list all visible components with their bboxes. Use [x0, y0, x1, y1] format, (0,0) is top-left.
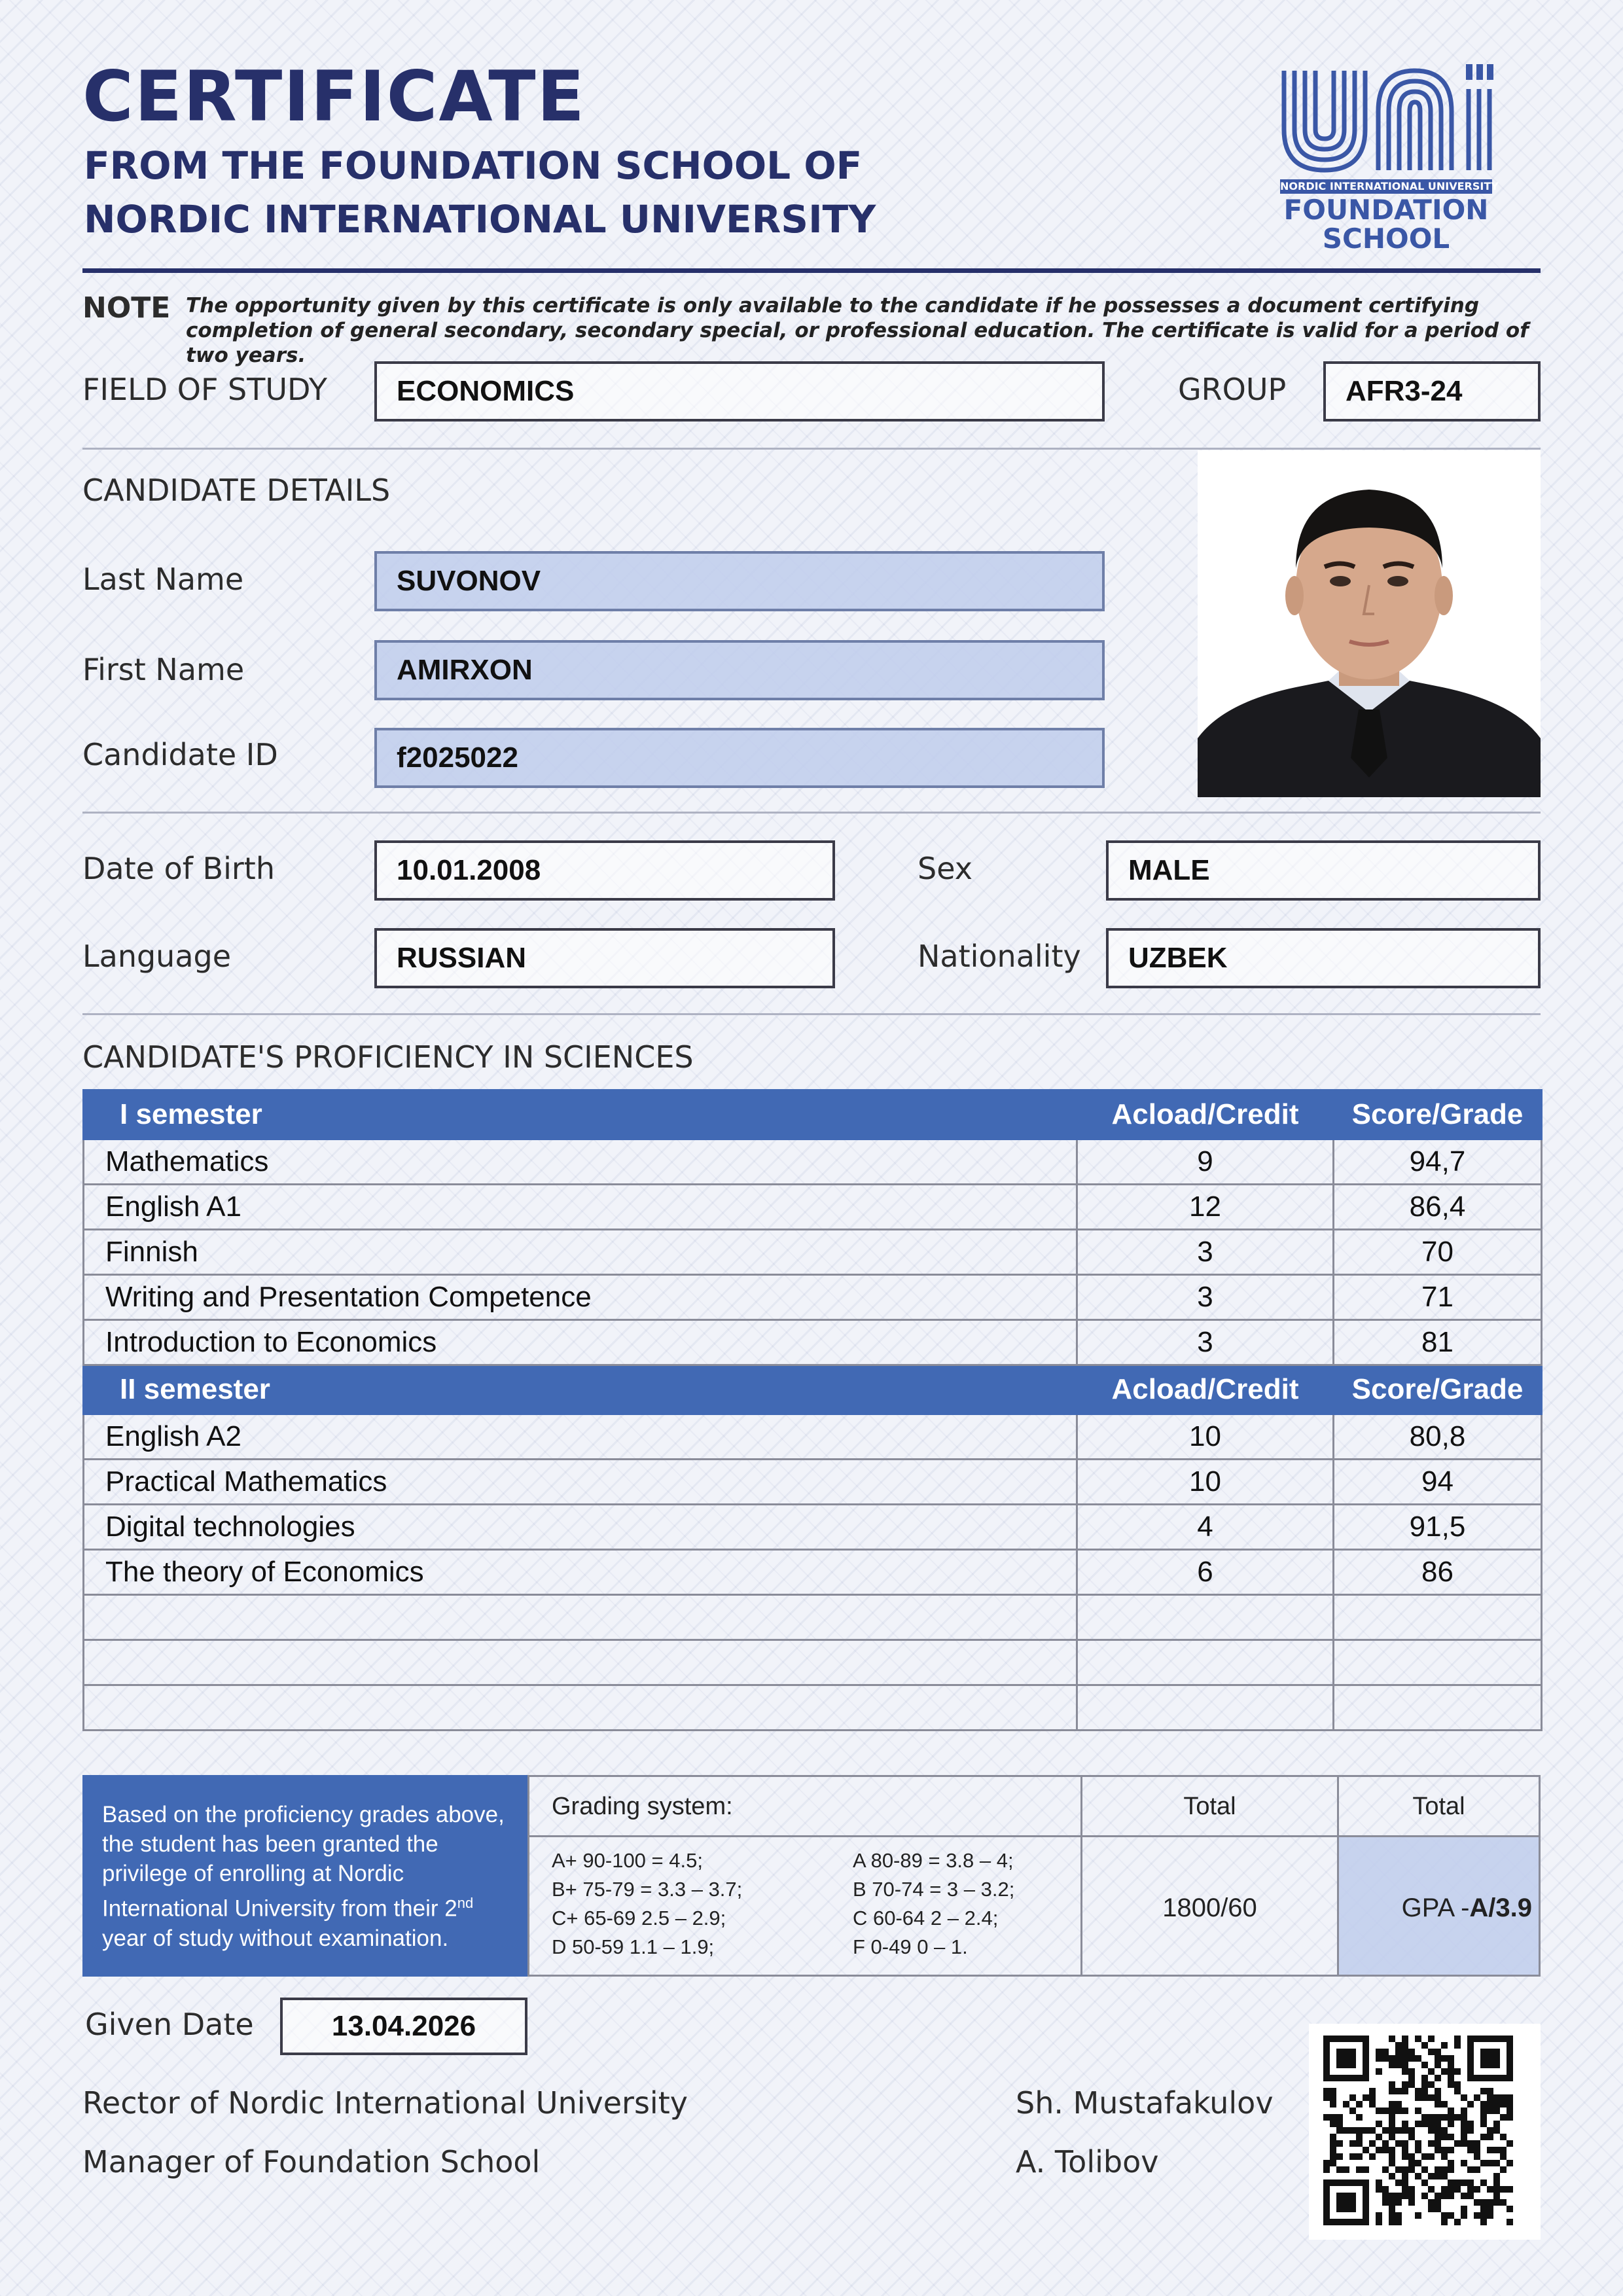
nationality-field	[1106, 928, 1541, 988]
semester-2-header	[84, 1365, 1542, 1414]
table-row	[84, 1505, 1542, 1550]
table-row	[84, 1275, 1542, 1320]
privilege-notice	[82, 1775, 527, 1977]
credit-cell: 10	[1077, 1460, 1334, 1505]
total-header-credit: Total	[1082, 1777, 1339, 1837]
note-label: NOTE	[82, 291, 171, 325]
credit-cell: 12	[1077, 1185, 1334, 1230]
note-text: The opportunity given by this certificate is only available to the candidate if he possesses a document certifying completion of general secondary, secondary special, or professional education. The certificate is valid for a period of two years.	[186, 294, 1529, 367]
grade-b: B 70-74 = 3 – 3.2;	[853, 1878, 1015, 1901]
grade-c-plus: C+ 65-69 2.5 – 2.9;	[552, 1907, 726, 1929]
table-row	[84, 1185, 1542, 1230]
grade-a-plus: A+ 90-100 = 4.5;	[552, 1849, 703, 1872]
gpa-value: A/3.9	[1469, 1893, 1532, 1922]
first-name-value: AMIRXON	[397, 654, 533, 686]
logo-line-1: FOUNDATION	[1283, 194, 1489, 226]
divider-2	[82, 812, 1541, 814]
header-divider	[82, 268, 1541, 273]
grade-f: F 0-49 0 – 1.	[853, 1935, 968, 1958]
subtitle-line-1: FROM THE FOUNDATION SCHOOL OF	[84, 143, 863, 188]
total-credit-value: 1800/60	[1082, 1837, 1339, 1977]
credit-header: Acload/Credit	[1077, 1365, 1334, 1414]
last-name-value: SUVONOV	[397, 565, 541, 597]
last-name-field	[374, 551, 1105, 611]
field-of-study-label: FIELD OF STUDY	[82, 372, 328, 407]
certificate-title: CERTIFICATE	[82, 56, 586, 137]
uni-logo-mark	[1275, 58, 1497, 182]
credit-cell: 4	[1077, 1505, 1334, 1550]
grade-a: A 80-89 = 3.8 – 4;	[853, 1849, 1014, 1872]
group-value	[1323, 361, 1541, 422]
credit-cell: 6	[1077, 1550, 1334, 1595]
candidate-id-field	[374, 728, 1105, 788]
gpa-cell	[1339, 1837, 1539, 1975]
subject-cell: Mathematics	[84, 1139, 1077, 1185]
given-date-field	[280, 1998, 527, 2055]
subtitle-line-2: NORDIC INTERNATIONAL UNIVERSITY	[84, 197, 876, 242]
nationality-label: Nationality	[918, 939, 1081, 974]
candidate-id-label: Candidate ID	[82, 737, 278, 772]
candidate-details-title: CANDIDATE DETAILS	[82, 473, 391, 508]
candidate-photo	[1198, 450, 1541, 797]
score-cell: 70	[1334, 1230, 1542, 1275]
privilege-text-2: year of study without examination.	[102, 1925, 449, 1951]
nationality-value: UZBEK	[1128, 942, 1228, 974]
logo-band: NORDIC INTERNATIONAL UNIVERSITY	[1280, 180, 1499, 192]
last-name-label: Last Name	[82, 562, 244, 597]
empty-row	[84, 1595, 1542, 1640]
qr-code	[1309, 2024, 1541, 2240]
subject-cell: English A2	[84, 1414, 1077, 1460]
dob-field	[374, 840, 835, 901]
gpa-prefix: GPA -	[1401, 1893, 1470, 1922]
subject-cell: Finnish	[84, 1230, 1077, 1275]
grading-title: Grading system:	[529, 1777, 1082, 1837]
table-row	[84, 1230, 1542, 1275]
grade-d: D 50-59 1.1 – 1.9;	[552, 1935, 715, 1958]
grading-left-column	[552, 1846, 742, 1962]
credit-cell: 9	[1077, 1139, 1334, 1185]
score-cell: 86	[1334, 1550, 1542, 1595]
grade-b-plus: B+ 75-79 = 3.3 – 3.7;	[552, 1878, 743, 1901]
score-header: Score/Grade	[1334, 1365, 1542, 1414]
credit-header: Acload/Credit	[1077, 1090, 1334, 1139]
first-name-label: First Name	[82, 652, 245, 687]
field-of-study-value	[374, 361, 1105, 422]
sex-field	[1106, 840, 1541, 901]
score-cell: 94	[1334, 1460, 1542, 1505]
subject-cell: Practical Mathematics	[84, 1460, 1077, 1505]
dob-value: 10.01.2008	[397, 854, 541, 886]
score-cell: 71	[1334, 1275, 1542, 1320]
group-text: AFR3-24	[1346, 375, 1463, 407]
given-date-label: Given Date	[85, 2007, 254, 2042]
semester-2-title: II semester	[84, 1365, 1077, 1414]
group-label: GROUP	[1178, 372, 1287, 407]
first-name-field	[374, 640, 1105, 700]
logo-line-2: SCHOOL	[1322, 223, 1450, 255]
divider-3	[82, 1013, 1541, 1015]
proficiency-title: CANDIDATE'S PROFICIENCY IN SCIENCES	[82, 1039, 694, 1075]
qr-code-graphic	[1309, 2024, 1541, 2240]
certificate-subtitle	[84, 139, 876, 246]
score-cell: 80,8	[1334, 1414, 1542, 1460]
subject-cell: Writing and Presentation Competence	[84, 1275, 1077, 1320]
subject-cell: Introduction to Economics	[84, 1320, 1077, 1365]
divider-1	[82, 448, 1541, 450]
semester-1-title: I semester	[84, 1090, 1077, 1139]
language-field	[374, 928, 835, 988]
table-row	[84, 1414, 1542, 1460]
subject-cell: Digital technologies	[84, 1505, 1077, 1550]
score-cell: 94,7	[1334, 1139, 1542, 1185]
table-row	[84, 1460, 1542, 1505]
subject-cell: English A1	[84, 1185, 1077, 1230]
given-date-value: 13.04.2026	[331, 2010, 476, 2042]
credit-cell: 3	[1077, 1275, 1334, 1320]
subject-cell: The theory of Economics	[84, 1550, 1077, 1595]
credit-cell: 10	[1077, 1414, 1334, 1460]
candidate-id-value: f2025022	[397, 742, 518, 774]
empty-row	[84, 1685, 1542, 1731]
grading-scale	[529, 1837, 1082, 1977]
grades-table	[82, 1089, 1543, 1731]
sex-label: Sex	[918, 851, 972, 886]
table-row	[84, 1139, 1542, 1185]
sex-value: MALE	[1128, 854, 1210, 886]
language-label: Language	[82, 939, 232, 974]
score-cell: 81	[1334, 1320, 1542, 1365]
privilege-sup: nd	[457, 1895, 474, 1911]
foundation-school-logo	[1275, 58, 1497, 260]
empty-row	[84, 1640, 1542, 1685]
semester-1-header	[84, 1090, 1542, 1139]
rector-title: Rector of Nordic International University	[82, 2085, 688, 2121]
summary-block	[82, 1775, 1541, 1977]
field-of-study-text: ECONOMICS	[397, 375, 575, 407]
language-value: RUSSIAN	[397, 942, 527, 974]
score-cell: 91,5	[1334, 1505, 1542, 1550]
manager-name: A. Tolibov	[1016, 2144, 1159, 2179]
portrait-illustration	[1198, 450, 1541, 797]
score-header: Score/Grade	[1334, 1090, 1542, 1139]
grade-c: C 60-64 2 – 2.4;	[853, 1907, 999, 1929]
privilege-text-1: Based on the proficiency grades above, the student has been granted the privilege of enrolling at Nordic International University from their 2	[102, 1802, 505, 1922]
manager-title: Manager of Foundation School	[82, 2144, 541, 2179]
score-cell: 86,4	[1334, 1185, 1542, 1230]
credit-cell: 3	[1077, 1320, 1334, 1365]
grading-right-column	[853, 1846, 1014, 1962]
grading-box	[527, 1775, 1541, 1977]
table-row	[84, 1320, 1542, 1365]
rector-name: Sh. Mustafakulov	[1016, 2085, 1274, 2121]
dob-label: Date of Birth	[82, 851, 275, 886]
credit-cell: 3	[1077, 1230, 1334, 1275]
total-header-gpa: Total	[1339, 1777, 1539, 1837]
table-row	[84, 1550, 1542, 1595]
